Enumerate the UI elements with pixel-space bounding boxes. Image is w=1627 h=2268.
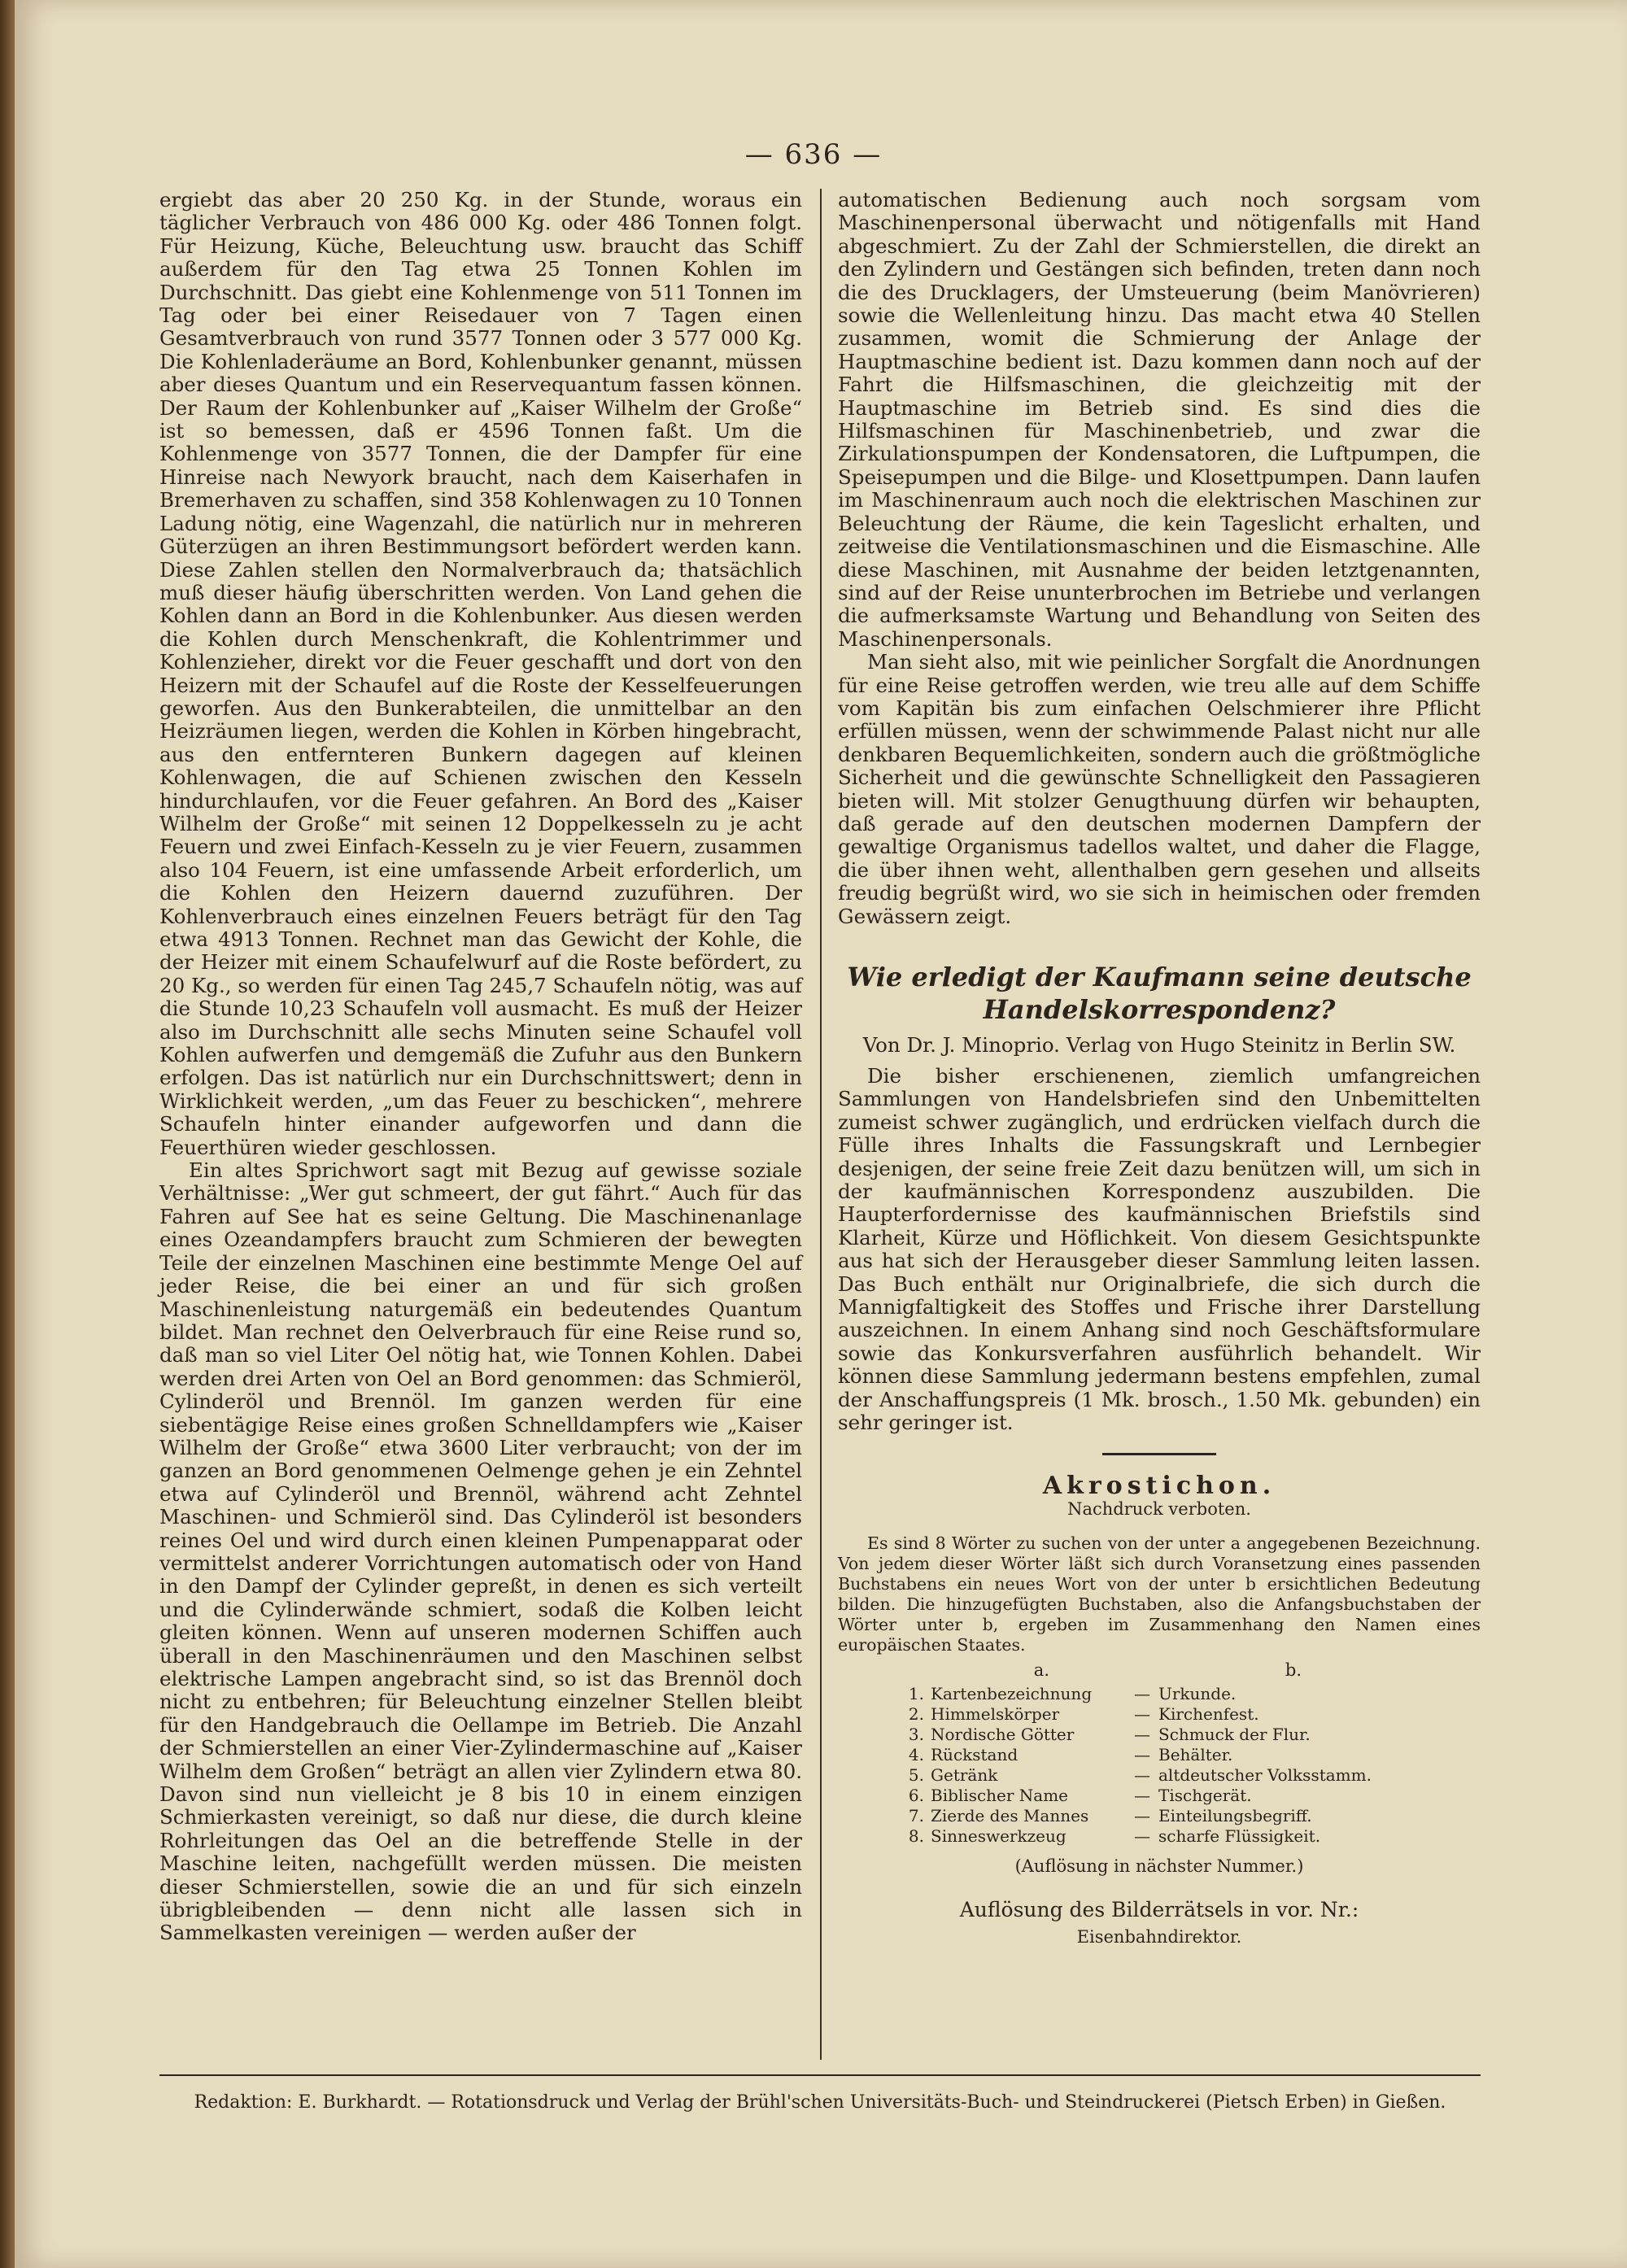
akrostichon-row-b: Behälter. [1158, 1744, 1233, 1764]
akrostichon-row-dash: — [1134, 1744, 1150, 1764]
akrostichon-note: Nachdruck verboten. [1067, 1498, 1251, 1519]
akrostichon-table [838, 1684, 1481, 1847]
akrostichon-row-dash: — [1134, 1805, 1150, 1825]
solution-answer: Eisenbahndirektor. [1076, 1926, 1242, 1947]
akrostichon-row-b: Tischgerät. [1158, 1785, 1252, 1805]
akrostichon-row-a: Kartenbezeichnung [931, 1683, 1093, 1703]
akrostichon-row [838, 1806, 1481, 1826]
akrostichon-head-b: b. [1285, 1660, 1302, 1681]
solution-heading: Auflösung des Bilderrätsels in vor. Nr.: [959, 1898, 1359, 1922]
akrostichon-row-b: Einteilungsbegriff. [1158, 1805, 1312, 1825]
akrostichon-column-heads [838, 1659, 1481, 1681]
akrostichon-row [838, 1786, 1481, 1806]
akrostichon-row [838, 1725, 1481, 1745]
footer-rule [159, 2074, 1481, 2076]
akrostichon-row-dash: — [1134, 1703, 1150, 1724]
left-paragraph-1: ergiebt das aber 20 250 Kg. in der Stunde, woraus ein täglicher Verbrauch von 486 000 Kg. oder 486 Tonnen folgt. Für Heizung, Küche, Beleuchtung usw. braucht das Schiff außerdem für den Tag etwa 25 Tonnen Kohlen im Durchschnitt. Das giebt eine Kohlenmenge von 511 Tonnen im Tag oder bei einer Reisedauer von 7 Tagen einen Gesamtverbrauch von rund 3577 Tonnen oder 3 577 000 Kg. Die Kohlenladeräume an Bord, Kohlenbunker genannt, müssen aber dieses Quantum und ein Reservequantum fassen können. Der Raum der Kohlenbunker auf „Kaiser Wilhelm der Große“ ist so bemessen, daß er 4596 Tonnen faßt. Um die Kohlenmenge von 3577 Tonnen, die der Dampfer für eine Hinreise nach Newyork braucht, nach dem Kaiserhafen in Bremerhaven zu schaffen, sind 358 Kohlenwagen zu 10 Tonnen Ladung nötig, eine Wagenzahl, die natürlich nur in mehreren Güterzügen an ihren Bestimmungsort befördert werden kann. Diese Zahlen stellen den Normalverbrauch da; thatsächlich muß dieser häufig überschritten werden. Von Land gehen die Kohlen dann an Bord in die Kohlenbunker. Aus diesen werden die Kohlen durch Menschenkraft, die Kohlentrimmer und Kohlenzieher, direkt vor die Feuer geschafft und dort von den Heizern mit der Schaufel auf die Roste der Kesselfeuerungen geworfen. Aus den Bunkerabteilen, die unmittelbar an den Heizräumen liegen, werden die Kohlen in Körben hingebracht, aus den entfernteren Bunkern dagegen auf kleinen Kohlenwagen, die auf Schienen zwischen den Kesseln hindurchlaufen, vor die Feuer gefahren. An Bord des „Kaiser Wilhelm der Große“ mit seinen 12 Doppelkesseln zu je acht Feuern und zwei Einfach-Kesseln zu je vier Feuern, zusammen also 104 Feuern, ist eine umfassende Arbeit erforderlich, um die Kohlen den Heizern dauernd zuzuführen. Der Kohlenverbrauch eines einzelnen Feuers beträgt für den Tag etwa 4913 Tonnen. Rechnet man das Gewicht der Kohle, die der Heizer mit einem Schaufelwurf auf die Roste befördert, zu 20 Kg., so werden für einen Tag 245,7 Schaufeln nötig, was auf die Stunde 10,23 Schaufeln voll ausmacht. Es muß der Heizer also im Durchschnitt alle sechs Minuten seine Schaufel voll Kohlen aufwerfen und demgemäß die Zufuhr aus den Bunkern erfolgen. Das ist natürlich nur ein Durchschnittswert; denn in Wirklichkeit werden, „um das Feuer zu beschicken“, mehrere Schaufeln hinter einander aufgeworfen und dann die Feuerthüren wieder geschlossen. [159, 188, 802, 1159]
akrostichon-row-a: Himmelskörper [931, 1703, 1060, 1724]
akrostichon-row-number: 2. [908, 1703, 924, 1724]
left-column [159, 189, 802, 1945]
book-binding-edge [0, 0, 15, 2268]
left-paragraph-2: Ein altes Sprichwort sagt mit Bezug auf gewisse soziale Verhältnisse: „Wer gut schmeert, der gut fährt.“ Auch für das Fahren auf See hat es seine Geltung. Die Maschinenanlage eines Ozeandampfers braucht zum Schmieren der bewegten Teile der einzelnen Maschinen eine bestimmte Menge Oel auf jeder Reise, die bei einer an und für sich großen Maschinenleistung naturgemäß ein bedeutendes Quantum bildet. Man rechnet den Oelverbrauch für eine Reise rund so, daß man so viel Liter Oel nötig hat, wie Tonnen Kohlen. Dabei werden drei Arten von Oel an Bord genommen: das Schmieröl, Cylinderöl und Brennöl. Im ganzen werden für eine siebentägige Reise eines großen Schnelldampfers wie „Kaiser Wilhelm der Große“ etwa 3600 Liter verbraucht; von der im ganzen an Bord genommenen Oelmenge gehen je ein Zehntel etwa auf Cylinderöl und Brennöl, während acht Zehntel Maschinen- und Schmieröl sind. Das Cylinderöl ist besonders reines Oel und wird durch einen kleinen Pumpenapparat oder vermittelst anderer Vorrichtungen automatisch oder von Hand in den Dampf der Cylinder gepreßt, in denen es sich verteilt und die Cylinderwände schmiert, sodaß die Kolben leicht gleiten können. Wenn auf unseren modernen Schiffen auch überall in den Maschinenräumen und den Maschinen selbst elektrische Lampen angebracht sind, so ist das Brennöl doch nicht zu entbehren; für Beleuchtung einzelner Stellen bleibt für den Handgebrauch die Oellampe im Betrieb. Die Anzahl der Schmierstellen an einer Vier-Zylindermaschine auf „Kaiser Wilhelm dem Großen“ beträgt an allen vier Zylindern etwa 80. Davon sind nun vielleicht je 8 bis 10 in einem einzigen Schmierkasten vereinigt, so daß nur diese, die durch kleine Rohrleitungen das Oel an die betreffende Stelle in der Maschine leiten, nachgefüllt werden müssen. Die meisten dieser Schmierstellen, sowie die an und für sich einzeln übrigbleibenden — denn nicht alle lassen sich in Sammelkasten vereinigen — werden außer der [159, 1158, 802, 1945]
akrostichon-head-a: a. [1033, 1660, 1049, 1681]
akrostichon-row-number: 8. [908, 1825, 924, 1846]
article-body: Die bisher erschienenen, ziemlich umfangreichen Sammlungen von Handelsbriefen sind den Unbemittelten zumeist schwer zugänglich, und erdrücken vielfach durch die Fülle ihres Inhalts die Fassungskraft und Lernbegier desjenigen, der seine freie Zeit dazu benützen will, um sich in der kaufmännischen Korrespondenz auszubilden. Die Haupterfordernisse des kaufmännischen Briefstils sind Klarheit, Kürze und Höflichkeit. Von diesem Gesichtspunkte aus hat sich der Herausgeber dieser Sammlung leiten lassen. Das Buch enthält nur Originalbriefe, die sich durch die Mannigfaltigkeit des Stoffes und Frische ihrer Darstellung auszeichnen. In einem Anhang sind noch Geschäftsformulare sowie das Konkursverfahren ausführlich behandelt. Wir können diese Sammlung jedermann bestens empfehlen, zumal der Anschaffungspreis (1 Mk. brosch., 1.50 Mk. gebunden) ein sehr geringer ist. [838, 1064, 1481, 1435]
akrostichon-row [838, 1765, 1481, 1786]
akrostichon-row-number: 7. [908, 1805, 924, 1825]
akrostichon-row-a: Zierde des Mannes [931, 1805, 1089, 1825]
akrostichon-row-b: Schmuck der Flur. [1158, 1724, 1311, 1744]
article-headline: Wie erledigt der Kaufmann seine deutsche Handelskorrespondenz? [847, 962, 1472, 1025]
akrostichon-row-b: altdeutscher Volksstamm. [1158, 1764, 1372, 1785]
akrostichon-row-b: Urkunde. [1158, 1683, 1237, 1703]
akrostichon-row-dash: — [1134, 1683, 1150, 1703]
column-divider [820, 189, 822, 2060]
akrostichon-row-number: 6. [908, 1785, 924, 1805]
akrostichon-row-number: 3. [908, 1724, 924, 1744]
akrostichon-footnote: (Auflösung in nächster Nummer.) [1014, 1856, 1304, 1876]
akrostichon-row-dash: — [1134, 1825, 1150, 1846]
akrostichon-row-dash: — [1134, 1724, 1150, 1744]
akrostichon-row-a: Rückstand [931, 1744, 1019, 1764]
akrostichon-row-a: Biblischer Name [931, 1785, 1069, 1805]
right-paragraph-2: Man sieht also, mit wie peinlicher Sorgfalt die Anordnungen für eine Reise getroffen werden, wie treu alle auf dem Schiffe vom Kapitän bis zum einfachen Oelschmierer ihre Pflicht erfüllen müssen, wenn der schwimmende Palast nicht nur alle denkbaren Bequemlichkeiten, sondern auch die größtmögliche Sicherheit und die gewünschte Schnelligkeit den Passagieren bieten will. Mit stolzer Genugthuung dürfen wir behaupten, daß gerade auf den deutschen modernen Dampfern der gewaltige Organismus tadellos waltet, und daher die Flagge, die über ihnen weht, allenthalben gern gesehen und allseits freudig begrüßt wird, wo sie sich in heimischen oder fremden Gewässern zeigt. [838, 650, 1481, 928]
akrostichon-row [838, 1684, 1481, 1704]
akrostichon-row-a: Sinneswerkzeug [931, 1825, 1066, 1846]
akrostichon-row [838, 1745, 1481, 1765]
imprint-footer: Redaktion: E. Burkhardt. — Rotationsdruck und Verlag der Brühl'schen Universitäts-Buch- und Steindruckerei (Pietsch Erben) in Gießen. [194, 2092, 1446, 2113]
akrostichon-row-number: 4. [908, 1744, 924, 1764]
akrostichon-row-number: 1. [908, 1683, 924, 1703]
section-divider [1102, 1453, 1216, 1455]
akrostichon-row-b: scharfe Flüssigkeit. [1158, 1825, 1321, 1846]
akrostichon-row-dash: — [1134, 1764, 1150, 1785]
akrostichon-instructions: Es sind 8 Wörter zu suchen von der unter a angegebenen Bezeichnung. Von jedem dieser Wörter läßt sich durch Voransetzung eines passenden Buchstabens ein neues Wort von der unter b ersichtlichen Bedeutung bilden. Die hinzugefügten Buchstaben, also die Anfangsbuchstaben der Wörter unter b, ergeben im Zusammenhang den Namen eines europäischen Staates. [838, 1533, 1481, 1655]
page-number: — 636 — [744, 138, 883, 171]
right-column [838, 189, 1481, 1948]
akrostichon-title: Akrostichon. [1042, 1471, 1276, 1500]
akrostichon-row-a: Getränk [931, 1764, 998, 1785]
right-paragraph-1: automatischen Bedienung auch noch sorgsam vom Maschinenpersonal überwacht und nötigenfalls mit Hand abgeschmiert. Zu der Zahl der Schmierstellen, die direkt an den Zylindern und Gestängen sich befinden, treten dann noch die des Drucklagers, der Umsteuerung (beim Manövrieren) sowie die Wellenleitung hinzu. Das macht etwa 40 Stellen zusammen, womit die Schmierung der Anlage der Hauptmaschine bedient ist. Dazu kommen dann noch auf der Fahrt die Hilfsmaschinen, die gleichzeitig mit der Hauptmaschine im Betrieb sind. Es sind dies die Hilfsmaschinen für Maschinenbetrieb, und zwar die Zirkulationspumpen der Kondensatoren, die Luftpumpen, die Speisepumpen und die Bilge- und Klosettpumpen. Dann laufen im Maschinenraum auch noch die elektrischen Maschinen zur Beleuchtung der Räume, die kein Tageslicht erhalten, und zeitweise die Ventilationsmaschinen und die Eismaschine. Alle diese Maschinen, mit Ausnahme der beiden letztgenannten, sind auf der Reise ununterbrochen im Betriebe und verlangen die aufmerksamste Wartung und Behandlung von Seiten des Maschinenpersonals. [838, 188, 1481, 651]
akrostichon-row-a: Nordische Götter [931, 1724, 1075, 1744]
article-byline: Von Dr. J. Minoprio. Verlag von Hugo Steinitz in Berlin SW. [862, 1033, 1456, 1057]
akrostichon-row-dash: — [1134, 1785, 1150, 1805]
akrostichon-row [838, 1826, 1481, 1847]
akrostichon-row-number: 5. [908, 1764, 924, 1785]
akrostichon-row-b: Kirchenfest. [1158, 1703, 1259, 1724]
akrostichon-row [838, 1704, 1481, 1725]
